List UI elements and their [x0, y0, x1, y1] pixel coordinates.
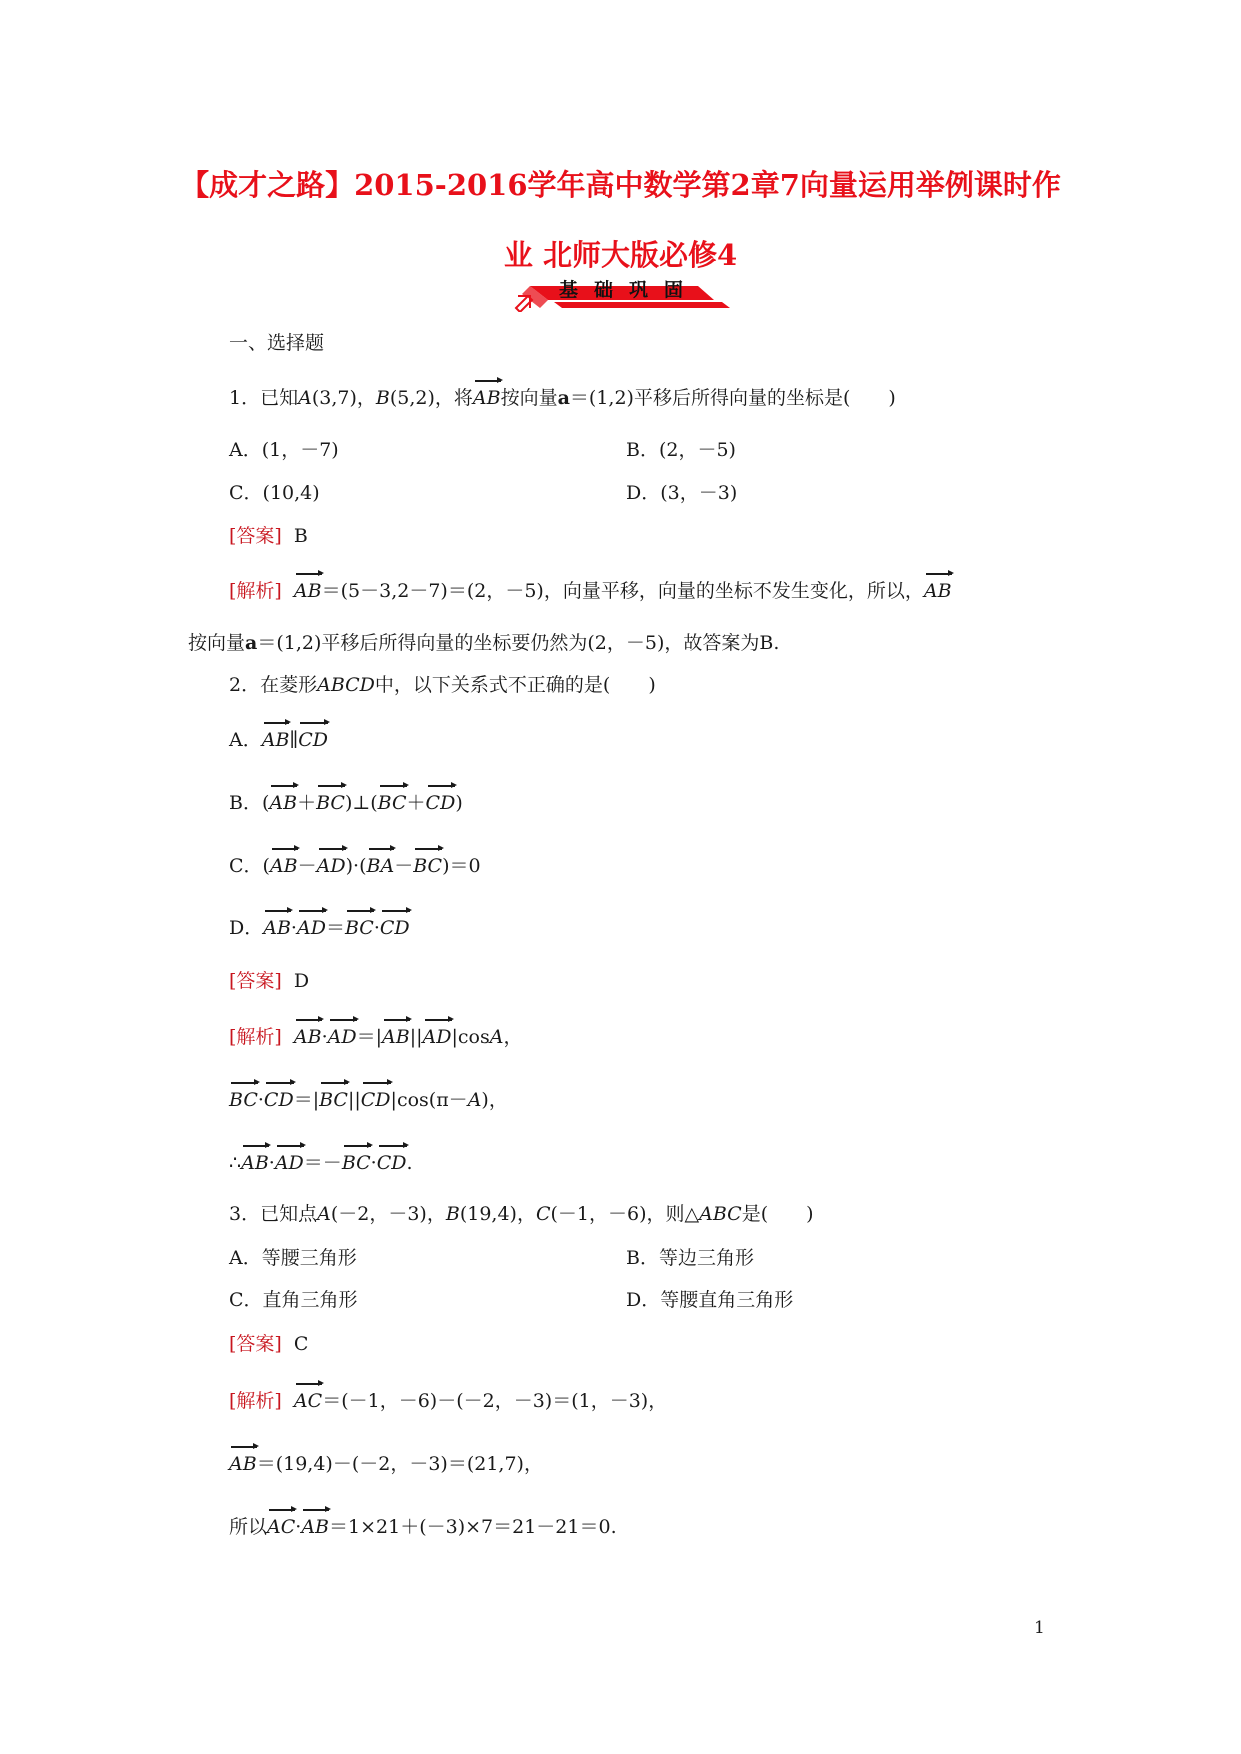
q1-analysis-line-2 [188, 629, 779, 657]
vector-bc: BC [229, 1086, 258, 1114]
vector-ac: AC [294, 1387, 322, 1415]
minus-sign: － [394, 855, 414, 877]
q3-point-b: B [445, 1203, 460, 1225]
vector-a: a [245, 632, 258, 654]
vector-ab: AB [263, 914, 291, 942]
q1-analysis-line-1 [229, 577, 952, 605]
q1-stem [229, 384, 896, 412]
vector-cd: CD [264, 1086, 294, 1114]
dot-sign: · [370, 1152, 377, 1174]
vector-cd: CD [426, 789, 456, 817]
vector-bc: BC [345, 914, 374, 942]
plus-sign: ＋ [297, 792, 317, 814]
q3-option-d: D．等腰直角三角形 [626, 1289, 794, 1311]
q2-answer [229, 967, 309, 995]
plus-sign: ＋ [406, 792, 426, 814]
parallel-sign: ∥ [289, 729, 299, 751]
vector-ab: AB [241, 1149, 269, 1177]
q3-point-a: A [317, 1203, 331, 1225]
vector-ab: AB [924, 577, 952, 605]
q3-answer [229, 1330, 308, 1358]
vector-ab: AB [294, 577, 322, 605]
option-prefix: D． [229, 917, 264, 939]
q3-answer-value: C [293, 1333, 309, 1355]
q2-option-b [229, 789, 463, 817]
q3-analysis-line-3 [229, 1513, 617, 1541]
dot-sign: · [321, 1026, 328, 1048]
vector-ab: AB [301, 1513, 329, 1541]
q1-analysis-text: ＝(1,2)平移后所得向量的坐标要仍然为(2，－5)，故答案为B. [257, 632, 780, 654]
q2-stem-part: 2．在菱形 [229, 674, 318, 696]
equals-zero: )＝0 [442, 855, 481, 877]
q1-stem-part: 1．已知 [229, 387, 299, 409]
option-prefix: C．( [229, 855, 270, 877]
q2-rhombus-name: ABCD [317, 674, 375, 696]
q2-answer-value: D [293, 970, 310, 992]
analysis-label: [解析] [229, 1026, 282, 1048]
dot-sign: )·( [345, 855, 367, 877]
q1-stem-part: (3,7)， [311, 387, 376, 409]
q3-triangle-name: ABC [699, 1203, 742, 1225]
section-heading: 一、选择题 [229, 332, 325, 354]
vector-cd: CD [380, 914, 410, 942]
q3-stem-part: 3．已知点 [229, 1203, 318, 1225]
q1-stem-part: ＝(1,2)平移后所得向量的坐标是( ) [569, 387, 896, 409]
abs-bars: || [409, 1026, 423, 1048]
abs-cos: |cos [451, 1026, 490, 1048]
q3-option-a: A．等腰三角形 [229, 1247, 357, 1269]
q2-stem [229, 671, 656, 699]
title-line-1: 【成才之路】2015-2016学年高中数学第2章7向量运用举例课时作 [180, 168, 1061, 202]
q1-analysis-text: 按向量 [188, 632, 246, 654]
q3-analysis-text: ＝(－1，－6)－(－2，－3)＝(1，－3)， [322, 1390, 668, 1412]
answer-label: [答案] [229, 970, 282, 992]
dot-sign: · [290, 917, 297, 939]
vector-ad: AD [297, 914, 326, 942]
vector-ad: AD [275, 1149, 304, 1177]
option-prefix: B．( [229, 792, 270, 814]
vector-ad: AD [328, 1023, 357, 1051]
vector-ab: AB [294, 1023, 322, 1051]
equals-abs: ＝| [356, 1026, 383, 1048]
q3-stem-part: 是( ) [741, 1203, 814, 1225]
option-prefix: A． [229, 729, 262, 751]
answer-label: [答案] [229, 1333, 282, 1355]
angle-a: A [467, 1089, 482, 1111]
q1-option-b: B．(2，－5) [626, 439, 736, 461]
close-paren: ) [455, 792, 463, 814]
section-banner [508, 278, 736, 312]
page-number: 1 [1034, 1618, 1045, 1638]
q3-analysis-line-2 [229, 1450, 543, 1478]
q1-point-a: A [298, 387, 312, 409]
q3-stem-part: (－2，－3)， [330, 1203, 446, 1225]
q1-stem-part: (5,2)，将 [389, 387, 473, 409]
q1-analysis-text: ＝(5－3,2－7)＝(2，－5)，向量平移，向量的坐标不发生变化，所以， [321, 580, 924, 602]
q3-option-c: C．直角三角形 [229, 1289, 358, 1311]
dot-sign: · [268, 1152, 275, 1174]
q3-analysis-text: ＝1×21＋(－3)×7＝21－21＝0. [329, 1516, 617, 1538]
q1-option-a: A．(1，－7) [229, 439, 339, 461]
analysis-label: [解析] [229, 580, 282, 602]
equals-sign: ＝ [325, 917, 345, 939]
q1-answer-value: B [293, 525, 308, 547]
vector-bc: BC [316, 789, 345, 817]
q3-stem-part: (－1，－6)，则△ [550, 1203, 700, 1225]
q1-answer [229, 522, 308, 550]
angle-a: A [489, 1026, 504, 1048]
q2-option-a [229, 726, 328, 754]
equals-abs: ＝| [293, 1089, 320, 1111]
vector-bc: BC [378, 789, 407, 817]
abs-bars: || [347, 1089, 361, 1111]
comma: ， [503, 1026, 523, 1048]
therefore-sign: ∴ [229, 1152, 242, 1174]
q1-stem-part: 按向量 [500, 387, 558, 409]
q3-stem [229, 1200, 814, 1228]
vector-ab: AB [229, 1450, 257, 1478]
title-line-2: 业 北师大版必修4 [503, 238, 738, 272]
dot-sign: · [257, 1089, 264, 1111]
period: . [406, 1152, 413, 1174]
vector-ab: AB [382, 1023, 410, 1051]
vector-ad: AD [317, 852, 346, 880]
vector-cd: CD [298, 726, 328, 754]
vector-bc: BC [413, 852, 442, 880]
q3-point-c: C [535, 1203, 551, 1225]
equals-minus: ＝－ [303, 1152, 342, 1174]
q2-option-d [229, 914, 410, 942]
q1-vector-a: a [557, 387, 570, 409]
dot-sign: · [373, 917, 380, 939]
vector-ba: BA [367, 852, 395, 880]
q3-option-b: B．等边三角形 [626, 1247, 754, 1269]
q3-analysis-text: 所以 [229, 1516, 268, 1538]
q3-stem-part: (19,4)， [459, 1203, 536, 1225]
banner-label: 基础巩固 [558, 279, 699, 301]
q3-analysis-line-1 [229, 1387, 667, 1415]
vector-bc: BC [319, 1086, 348, 1114]
vector-bc: BC [342, 1149, 371, 1177]
vector-ab: AB [270, 852, 298, 880]
minus-sign: － [297, 855, 317, 877]
q3-analysis-text: ＝(19,4)－(－2，－3)＝(21,7)， [256, 1453, 543, 1475]
abs-cos-pi: |cos(π－ [390, 1089, 468, 1111]
q1-point-b: B [375, 387, 390, 409]
close-paren: )， [481, 1089, 508, 1111]
analysis-label: [解析] [229, 1390, 282, 1412]
q2-stem-part: 中，以下关系式不正确的是( ) [374, 674, 656, 696]
q1-option-c: C．(10,4) [229, 482, 320, 504]
q1-option-d: D．(3，－3) [626, 482, 738, 504]
q2-analysis-line-2 [229, 1086, 508, 1114]
q2-analysis-line-1 [229, 1023, 522, 1051]
q2-option-c [229, 852, 481, 880]
vector-ac: AC [267, 1513, 295, 1541]
dot-sign: · [295, 1516, 302, 1538]
vector-cd: CD [377, 1149, 407, 1177]
q1-vector-ab: AB [473, 384, 501, 412]
answer-label: [答案] [229, 525, 282, 547]
vector-ad: AD [423, 1023, 452, 1051]
q2-analysis-line-3 [229, 1149, 413, 1177]
perpendicular-sign: )⊥( [344, 792, 378, 814]
vector-cd: CD [361, 1086, 391, 1114]
vector-ab: AB [262, 726, 290, 754]
vector-ab: AB [269, 789, 297, 817]
